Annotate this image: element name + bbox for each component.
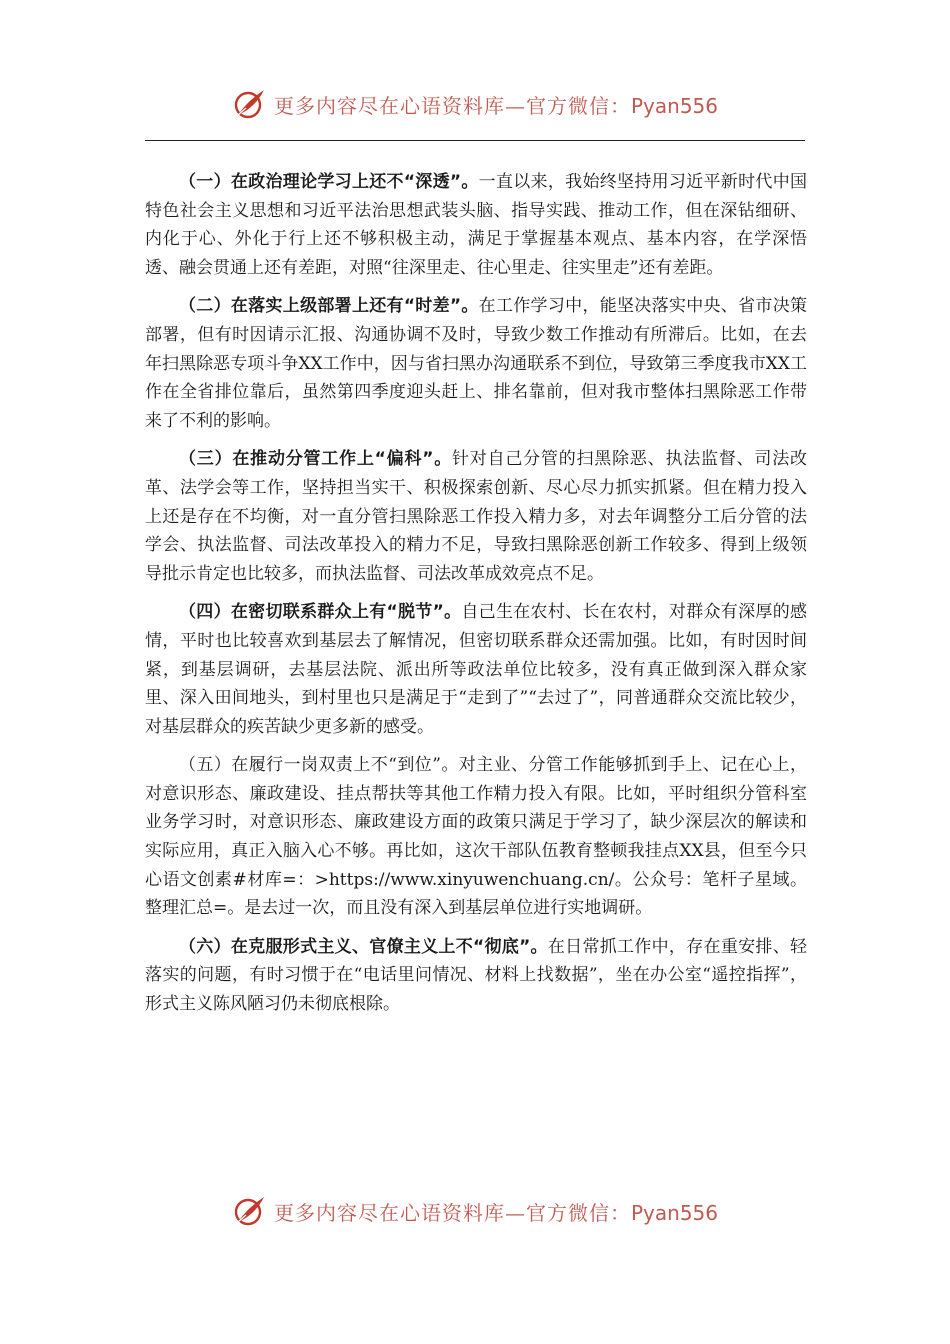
paragraph-2 — [145, 292, 807, 435]
paragraph-5-text: （五）在履行一岗双责上不“到位”。对主业、分管工作能够抓到手上、记在心上，对意识形态、廉政建设、挂点帮扶等其他工作精力投入有限。比如，平时组织分管科室业务学习时，对意识形态、廉政建设方面的政策只满足于学习了，缺少深层次的解读和实际应用，真正入脑入心不够。再比如，这次干部队伍教育整顿我挂点XX县，但至今只心语文创素#材库=：>https://www.xinyuwenchuang.cn/。公众号：笔杆子星域。整理汇总=。是去过一次，而且没有深入到基层单位进行实地调研。 — [145, 755, 807, 919]
paragraph-5 — [145, 751, 807, 923]
quill-logo-icon — [232, 86, 268, 122]
paragraph-6 — [145, 933, 807, 1019]
header-banner — [0, 84, 950, 124]
footer-wechat-id: Pyan556 — [630, 1200, 718, 1225]
header-wechat-id: Pyan556 — [630, 93, 718, 118]
paragraph-2-text: 在工作学习中，能坚决落实中央、省市决策部署，但有时因请示汇报、沟通协调不及时，导致少数工作推动有所滞后。比如，在去年扫黑除恶专项斗争XX工作中，因与省扫黑办沟通联系不到位，导致第三季度我市XX工作在全省排位靠后，虽然第四季度迎头赶上、排名靠前，但对我市整体扫黑除恶工作带来了不利的影响。 — [145, 296, 807, 431]
paragraph-4 — [145, 598, 807, 741]
paragraph-6-text: 在日常抓工作中，存在重安排、轻落实的问题，有时习惯于在“电话里问情况、材料上找数据”，坐在办公室“遥控指挥”，形式主义陈风陋习仍未彻底根除。 — [145, 936, 807, 1015]
header-banner-text: 更多内容尽在心语资料库—官方微信：Pyan556 — [273, 93, 718, 118]
quill-logo-icon — [232, 1193, 268, 1229]
footer-banner-text: 更多内容尽在心语资料库—官方微信：Pyan556 — [273, 1200, 718, 1225]
paragraph-1 — [145, 168, 807, 282]
paragraph-3-text: 针对自己分管的扫黑除恶、执法监督、司法改革、法学会等工作，坚持担当实干、积极探索创新、尽心尽力抓实抓紧。但在精力投入上还是存在不均衡，对一直分管扫黑除恶工作投入精力多，对去年调整分工后分管的法学会、执法监督、司法改革投入的精力不足，导致扫黑除恶创新工作较多、得到上级领导批示肯定也比较多，而执法监督、司法改革成效亮点不足。 — [145, 449, 807, 584]
paragraph-6-heading: （六）在克服形式主义、官僚主义上不“彻底”。 — [179, 936, 548, 957]
paragraph-3-heading: （三）在推动分管工作上“偏科”。 — [179, 449, 452, 470]
paragraph-1-heading: （一）在政治理论学习上还不“深透”。 — [179, 172, 479, 192]
paragraph-3 — [145, 445, 807, 588]
footer-banner — [0, 1191, 950, 1231]
paragraph-4-text: 自己生在农村、长在农村，对群众有深厚的感情，平时也比较喜欢到基层去了解情况，但密切联系群众还需加强。比如，有时因时间紧，到基层调研，去基层法院、派出所等政法单位比较多，没有真正做到深入群众家里、深入田间地头，到村里也只是满足于“走到了”“去过了”，同普通群众交流比较少，对基层群众的疾苦缺少更多新的感受。 — [145, 602, 807, 737]
paragraph-1-text: 一直以来，我始终坚持用习近平新时代中国特色社会主义思想和习近平法治思想武装头脑、指导实践、推动工作，但在深钻细研、内化于心、外化于行上还不够积极主动，满足于掌握基本观点、基本内容，在学深悟透、融会贯通上还有差距，对照“往深里走、往心里走、往实里走”还有差距。 — [145, 172, 807, 278]
paragraph-2-heading: （二）在落实上级部署上还有“时差”。 — [179, 296, 479, 317]
document-body — [145, 168, 807, 1029]
header-divider — [145, 140, 805, 141]
paragraph-4-heading: （四）在密切联系群众上有“脱节”。 — [179, 602, 462, 623]
